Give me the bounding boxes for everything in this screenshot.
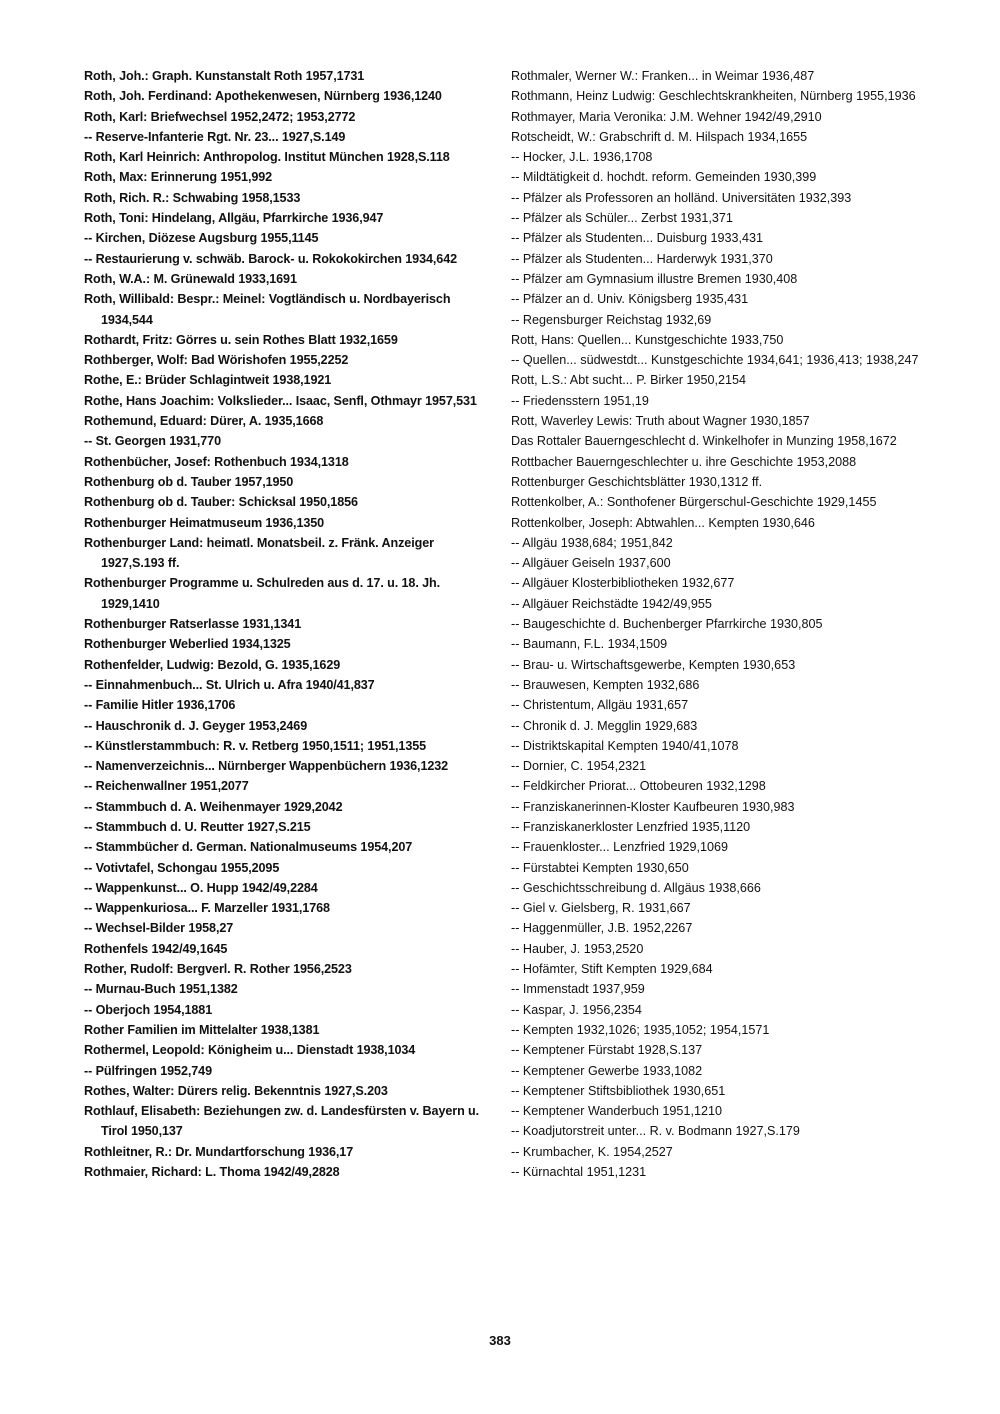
index-entry: -- Oberjoch 1954,1881 bbox=[84, 1002, 213, 1017]
index-entry: -- Pfälzer als Studenten... Duisburg 1933,431 bbox=[511, 231, 764, 246]
index-entry: -- Haggenmüller, J.B. 1952,2267 bbox=[511, 921, 693, 936]
index-entry: -- Franziskanerinnen-Kloster Kaufbeuren 1930,983 bbox=[511, 799, 795, 814]
index-entry: Rott, L.S.: Abt sucht... P. Birker 1950,2154 bbox=[511, 373, 746, 388]
index-entry: -- Murnau-Buch 1951,1382 bbox=[84, 982, 238, 997]
index-entry: -- Pülfringen 1952,749 bbox=[84, 1063, 212, 1078]
index-entry: -- Kemptener Fürstabt 1928,S.137 bbox=[511, 1043, 703, 1058]
right-column bbox=[511, 66, 941, 1182]
index-entry: -- St. Georgen 1931,770 bbox=[84, 434, 221, 449]
index-entry: Rottbacher Bauerngeschlechter u. ihre Geschichte 1953,2088 bbox=[511, 454, 857, 469]
index-entry: -- Kempten 1932,1026; 1935,1052; 1954,1571 bbox=[511, 1022, 770, 1037]
index-entry: -- Hofämter, Stift Kempten 1929,684 bbox=[511, 962, 713, 977]
index-entry: Rothleitner, R.: Dr. Mundartforschung 1936,17 bbox=[84, 1144, 354, 1159]
index-entry: Roth, Max: Erinnerung 1951,992 bbox=[84, 170, 273, 185]
index-entry: Rothenbücher, Josef: Rothenbuch 1934,1318 bbox=[84, 454, 349, 469]
index-entry: Rothmaier, Richard: L. Thoma 1942/49,2828 bbox=[84, 1165, 340, 1180]
index-entry: -- Künstlerstammbuch: R. v. Retberg 1950,1511; 1951,1355 bbox=[84, 738, 427, 753]
index-entry: -- Allgäuer Geiseln 1937,600 bbox=[511, 556, 671, 571]
index-entry: -- Pfälzer als Professoren an holländ. Universitäten 1932,393 bbox=[511, 190, 852, 205]
index-entry: -- Pfälzer am Gymnasium illustre Bremen 1930,408 bbox=[511, 271, 798, 286]
index-entry: -- Quellen... südwestdt... Kunstgeschichte 1934,641; 1936,413; 1938,247 bbox=[511, 353, 919, 368]
index-entry: -- Dornier, C. 1954,2321 bbox=[511, 759, 647, 774]
index-entry: Rothenburg ob d. Tauber 1957,1950 bbox=[84, 474, 294, 489]
index-entry: Rottenkolber, A.: Sonthofener Bürgerschul-Geschichte 1929,1455 bbox=[511, 495, 877, 510]
index-entry: -- Wappenkunst... O. Hupp 1942/49,2284 bbox=[84, 880, 318, 895]
index-entry: Rottenkolber, Joseph: Abtwahlen... Kempten 1930,646 bbox=[511, 515, 815, 530]
index-entry: Rothenburg ob d. Tauber: Schicksal 1950,1856 bbox=[84, 495, 358, 510]
index-entry: -- Restaurierung v. schwäb. Barock- u. Rokokokirchen 1934,642 bbox=[84, 251, 458, 266]
index-entry: -- Baugeschichte d. Buchenberger Pfarrkirche 1930,805 bbox=[511, 617, 823, 632]
index-entry: Roth, W.A.: M. Grünewald 1933,1691 bbox=[84, 271, 297, 286]
index-entry: -- Kemptener Wanderbuch 1951,1210 bbox=[511, 1104, 722, 1119]
index-entry: Rothmayer, Maria Veronika: J.M. Wehner 1942/49,2910 bbox=[511, 109, 822, 124]
index-entry: Das Rottaler Bauerngeschlecht d. Winkelhofer in Munzing 1958,1672 bbox=[511, 434, 897, 449]
index-entry: -- Kirchen, Diözese Augsburg 1955,1145 bbox=[84, 231, 319, 246]
index-entry: -- Wechsel-Bilder 1958,27 bbox=[84, 921, 234, 936]
index-entry: Rothermel, Leopold: Königheim u... Dienstadt 1938,1034 bbox=[84, 1043, 416, 1058]
page-number: 383 bbox=[489, 1333, 511, 1348]
index-entry: Rott, Waverley Lewis: Truth about Wagner 1930,1857 bbox=[511, 414, 810, 429]
index-entry: -- Allgäuer Klosterbibliotheken 1932,677 bbox=[511, 576, 735, 591]
index-entry: Rothlauf, Elisabeth: Beziehungen zw. d. Landesfürsten v. Bayern u. Tirol 1950,137 bbox=[84, 1104, 480, 1139]
index-entry: -- Stammbuch d. A. Weihenmayer 1929,2042 bbox=[84, 799, 343, 814]
index-entry: Roth, Joh. Ferdinand: Apothekenwesen, Nürnberg 1936,1240 bbox=[84, 89, 442, 104]
index-entry: Rothenfels 1942/49,1645 bbox=[84, 941, 228, 956]
index-entry: Rothenburger Ratserlasse 1931,1341 bbox=[84, 617, 302, 632]
index-entry: -- Hauber, J. 1953,2520 bbox=[511, 941, 644, 956]
index-entry: Rothenburger Land: heimatl. Monatsbeil. z. Fränk. Anzeiger 1927,S.193 ff. bbox=[84, 535, 434, 571]
index-entry: -- Giel v. Gielsberg, R. 1931,667 bbox=[511, 901, 691, 916]
index-entry: Rother, Rudolf: Bergverl. R. Rother 1956,2523 bbox=[84, 962, 352, 977]
index-entry: -- Wappenkuriosa... F. Marzeller 1931,1768 bbox=[84, 901, 330, 916]
index-entry: -- Frauenkloster... Lenzfried 1929,1069 bbox=[511, 840, 729, 855]
index-entry: Rothenburger Heimatmuseum 1936,1350 bbox=[84, 515, 325, 530]
index-entry: Roth, Karl Heinrich: Anthropolog. Institut München 1928,S.118 bbox=[84, 150, 450, 165]
index-entry: -- Familie Hitler 1936,1706 bbox=[84, 698, 236, 713]
index-entry: Rothenburger Programme u. Schulreden aus d. 17. u. 18. Jh. 1929,1410 bbox=[84, 576, 441, 611]
index-entry: Rothberger, Wolf: Bad Wörishofen 1955,2252 bbox=[84, 353, 349, 368]
index-entry: -- Friedensstern 1951,19 bbox=[511, 393, 649, 408]
index-entry: -- Brauwesen, Kempten 1932,686 bbox=[511, 677, 700, 692]
index-entry: -- Immenstadt 1937,959 bbox=[511, 982, 645, 997]
index-entry: -- Hocker, J.L. 1936,1708 bbox=[511, 150, 653, 165]
index-entry: -- Einnahmenbuch... St. Ulrich u. Afra 1940/41,837 bbox=[84, 677, 375, 692]
index-entry: -- Fürstabtei Kempten 1930,650 bbox=[511, 860, 689, 875]
index-entry: -- Reserve-Infanterie Rgt. Nr. 23... 1927,S.149 bbox=[84, 129, 346, 144]
index-entry: Roth, Karl: Briefwechsel 1952,2472; 1953,2772 bbox=[84, 109, 356, 124]
index-entry: -- Mildtätigkeit d. hochdt. reform. Gemeinden 1930,399 bbox=[511, 170, 817, 185]
index-entry: -- Pfälzer als Schüler... Zerbst 1931,371 bbox=[511, 211, 733, 226]
index-entry: Rothardt, Fritz: Görres u. sein Rothes Blatt 1932,1659 bbox=[84, 332, 398, 347]
index-entry: Roth, Willibald: Bespr.: Meinel: Vogtländisch u. Nordbayerisch 1934,544 bbox=[84, 292, 451, 327]
index-entry: Rothenburger Weberlied 1934,1325 bbox=[84, 637, 291, 652]
index-entry: -- Kemptener Gewerbe 1933,1082 bbox=[511, 1063, 703, 1078]
index-entry: -- Reichenwallner 1951,2077 bbox=[84, 779, 249, 794]
index-entry: -- Franziskanerkloster Lenzfried 1935,1120 bbox=[511, 819, 751, 834]
index-entry: Rothmann, Heinz Ludwig: Geschlechtskrankheiten, Nürnberg 1955,1936 bbox=[511, 89, 916, 104]
index-entry: -- Kaspar, J. 1956,2354 bbox=[511, 1002, 642, 1017]
index-entry: -- Feldkircher Priorat... Ottobeuren 1932,1298 bbox=[511, 779, 766, 794]
index-entry: -- Kürnachtal 1951,1231 bbox=[511, 1165, 647, 1180]
index-entry: -- Stammbücher d. German. Nationalmuseums 1954,207 bbox=[84, 840, 413, 855]
left-column bbox=[84, 66, 494, 1182]
index-entry: -- Pfälzer als Studenten... Harderwyk 1931,370 bbox=[511, 251, 773, 266]
index-entry: Roth, Joh.: Graph. Kunstanstalt Roth 1957,1731 bbox=[84, 69, 365, 83]
index-entry: -- Namenverzeichnis... Nürnberger Wappenbüchern 1936,1232 bbox=[84, 759, 449, 774]
index-entry: -- Regensburger Reichstag 1932,69 bbox=[511, 312, 712, 327]
index-entry: -- Geschichtsschreibung d. Allgäus 1938,666 bbox=[511, 880, 761, 895]
index-entry: -- Koadjutorstreit unter... R. v. Bodmann 1927,S.179 bbox=[511, 1124, 800, 1139]
index-entry: -- Christentum, Allgäu 1931,657 bbox=[511, 698, 689, 713]
index-entry: -- Stammbuch d. U. Reutter 1927,S.215 bbox=[84, 819, 311, 834]
index-entry: -- Baumann, F.L. 1934,1509 bbox=[511, 637, 668, 652]
index-entry: Rott, Hans: Quellen... Kunstgeschichte 1933,750 bbox=[511, 332, 784, 347]
index-entry: -- Distriktskapital Kempten 1940/41,1078 bbox=[511, 738, 739, 753]
index-entry: -- Krumbacher, K. 1954,2527 bbox=[511, 1144, 673, 1159]
index-entry: -- Allgäu 1938,684; 1951,842 bbox=[511, 535, 673, 550]
index-entry: Rotscheidt, W.: Grabschrift d. M. Hilspach 1934,1655 bbox=[511, 129, 808, 144]
index-entry: -- Allgäuer Reichstädte 1942/49,955 bbox=[511, 596, 712, 611]
index-entry: Roth, Rich. R.: Schwabing 1958,1533 bbox=[84, 190, 301, 205]
index-entry: Rottenburger Geschichtsblätter 1930,1312 ff. bbox=[511, 474, 763, 489]
index-entry: Rothenfelder, Ludwig: Bezold, G. 1935,1629 bbox=[84, 657, 341, 672]
index-entry: -- Pfälzer an d. Univ. Königsberg 1935,431 bbox=[511, 292, 749, 307]
index-entry: -- Kemptener Stiftsbibliothek 1930,651 bbox=[511, 1083, 726, 1098]
index-entry: Rothe, Hans Joachim: Volkslieder... Isaac, Senfl, Othmayr 1957,531 bbox=[84, 393, 477, 408]
index-entry: Rothes, Walter: Dürers relig. Bekenntnis 1927,S.203 bbox=[84, 1083, 388, 1098]
index-entry: Roth, Toni: Hindelang, Allgäu, Pfarrkirche 1936,947 bbox=[84, 211, 384, 226]
index-entry: Rothmaler, Werner W.: Franken... in Weimar 1936,487 bbox=[511, 69, 815, 83]
index-entry: -- Brau- u. Wirtschaftsgewerbe, Kempten 1930,653 bbox=[511, 657, 796, 672]
index-entry: -- Votivtafel, Schongau 1955,2095 bbox=[84, 860, 280, 875]
index-entry: Rothe, E.: Brüder Schlagintweit 1938,1921 bbox=[84, 373, 332, 388]
index-entry: Rother Familien im Mittelalter 1938,1381 bbox=[84, 1022, 320, 1037]
index-entry: Rothemund, Eduard: Dürer, A. 1935,1668 bbox=[84, 414, 324, 429]
index-entry: -- Hauschronik d. J. Geyger 1953,2469 bbox=[84, 718, 308, 733]
index-entry: -- Chronik d. J. Megglin 1929,683 bbox=[511, 718, 698, 733]
